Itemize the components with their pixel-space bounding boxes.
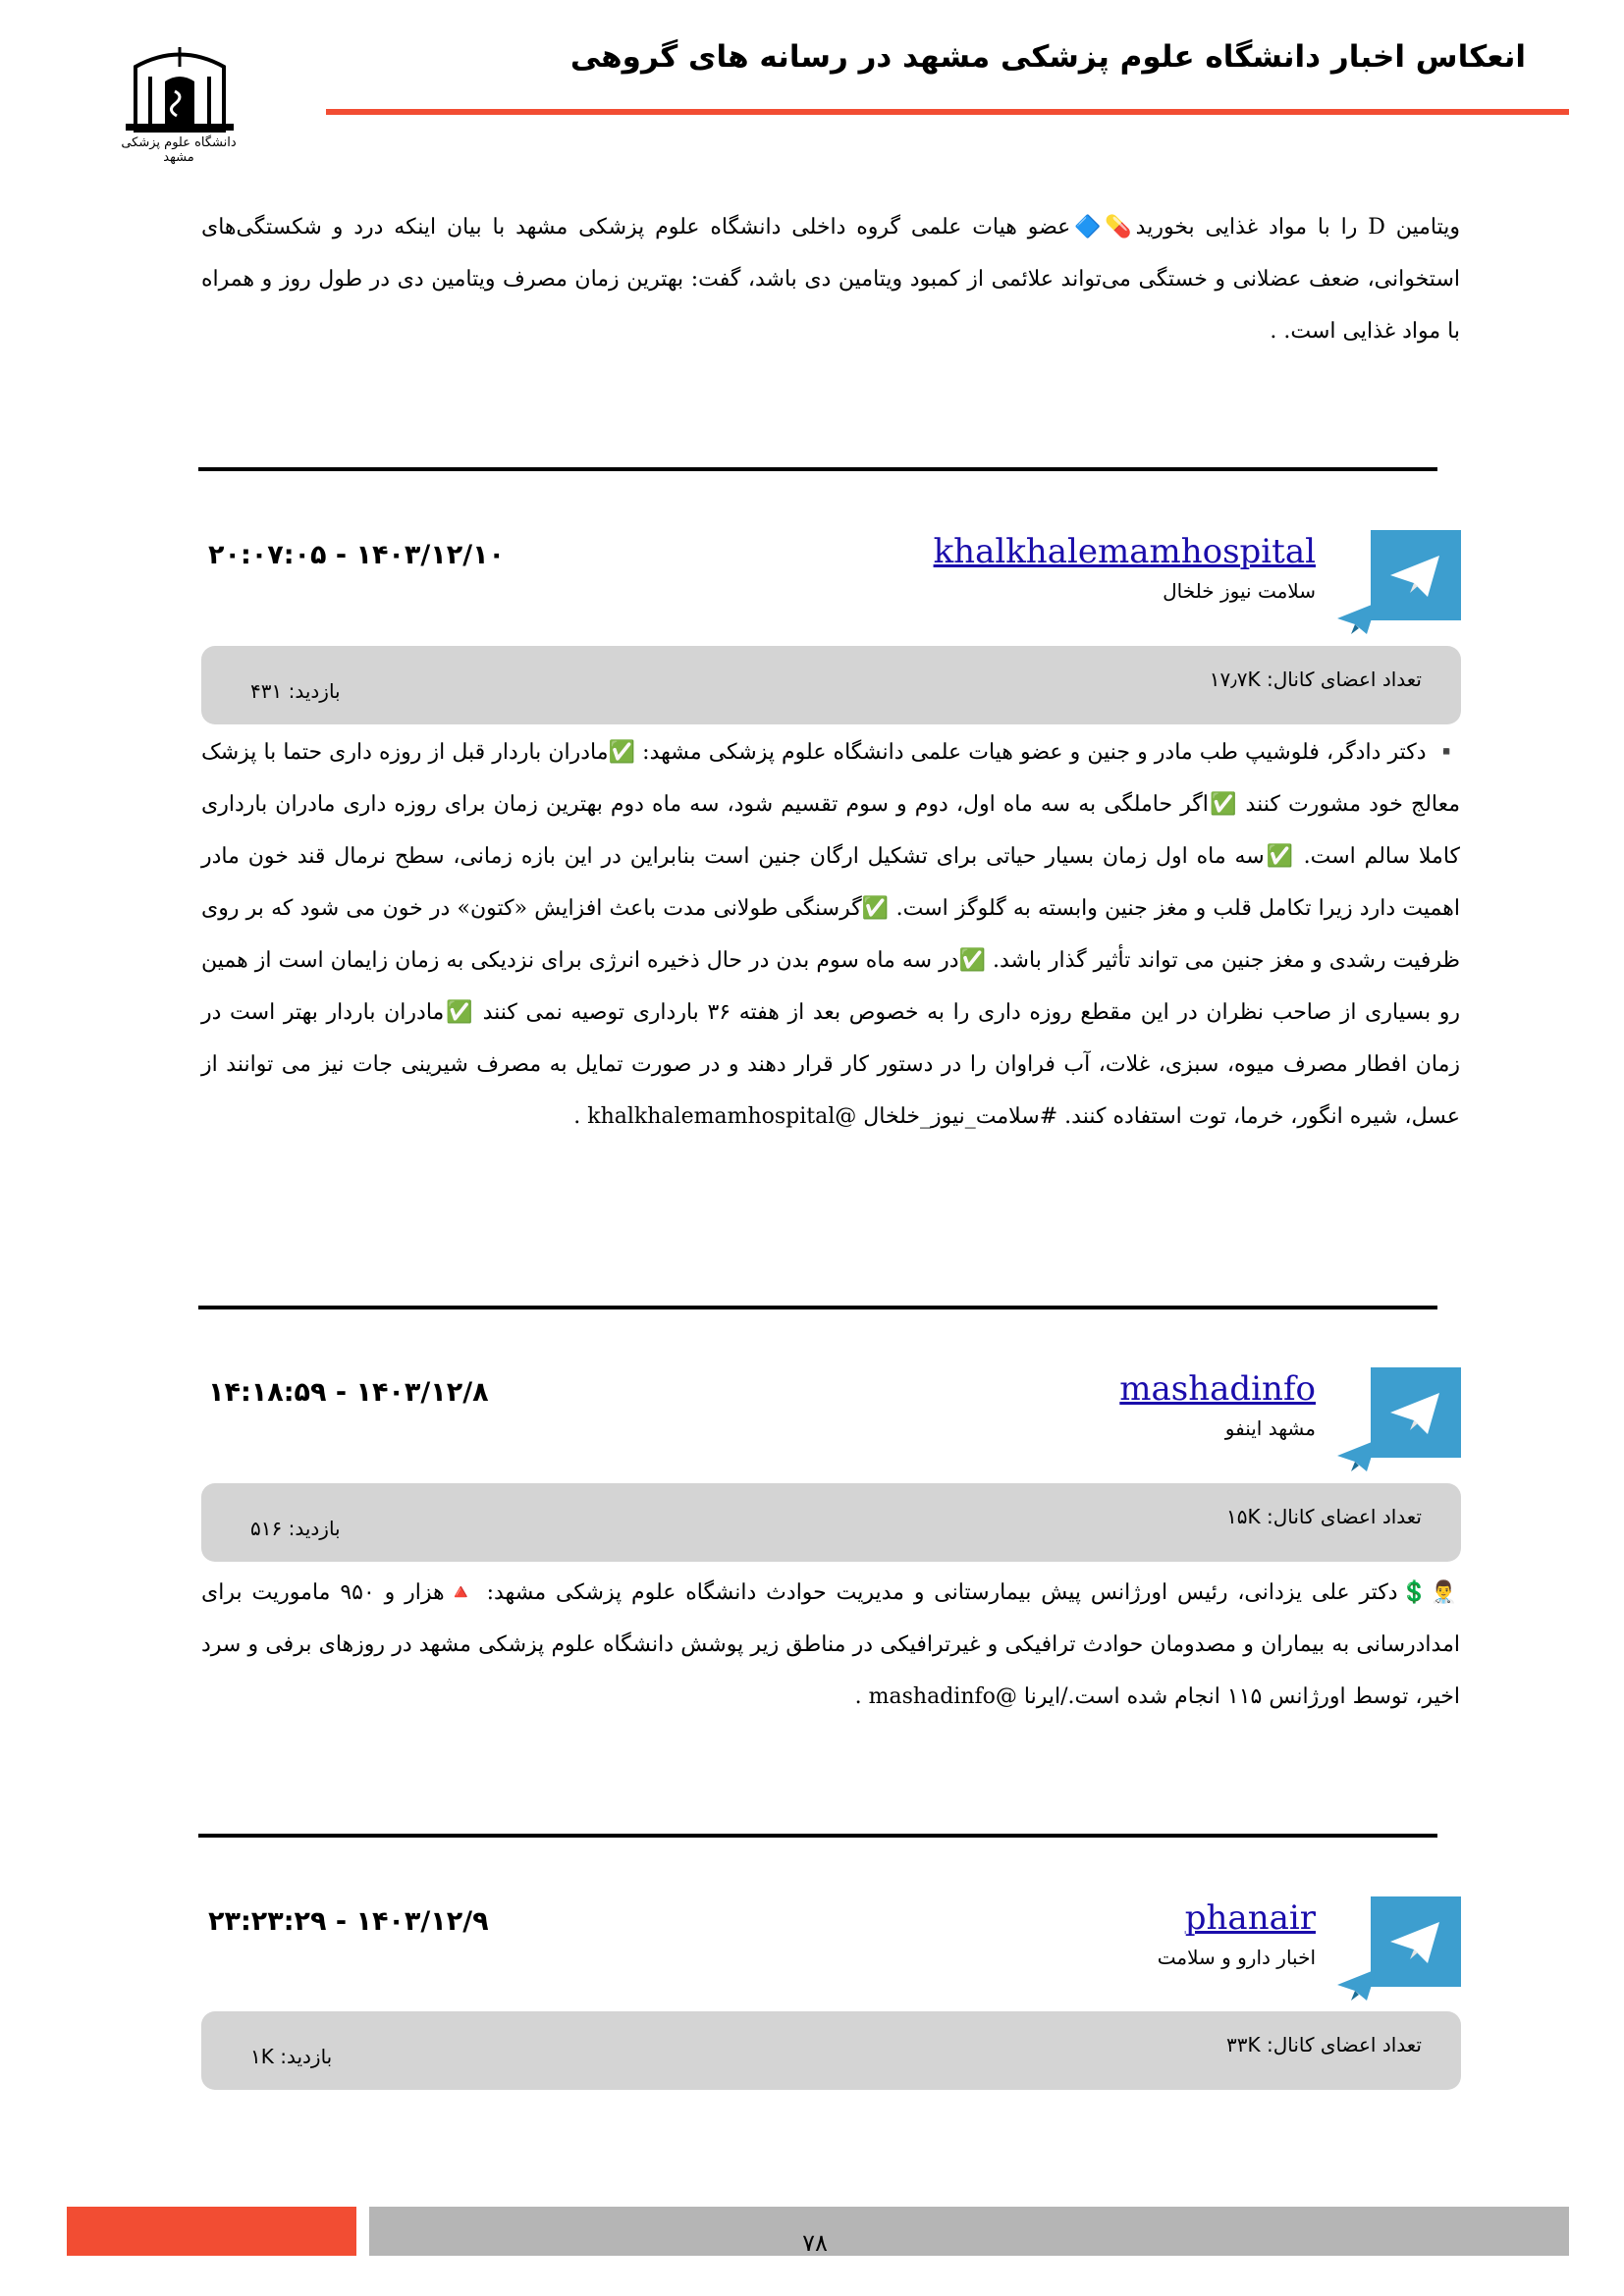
post-datetime: ۲۳:۲۳:۲۹ - ۱۴۰۳/۱۲/۹ bbox=[208, 1906, 489, 1937]
views-count: بازدید: ۵۱۶ bbox=[250, 1517, 341, 1540]
page-number: ۷۸ bbox=[802, 2229, 828, 2257]
channel-link[interactable]: phanair bbox=[1184, 1898, 1316, 1938]
stats-bar bbox=[201, 1483, 1461, 1562]
members-count: تعداد اعضای کانال: ۳۳K bbox=[1226, 2033, 1422, 2056]
telegram-icon bbox=[1371, 1896, 1461, 1987]
channel-name: اخبار دارو و سلامت bbox=[1157, 1946, 1316, 1969]
channel-link[interactable]: khalkhalemamhospital bbox=[933, 532, 1316, 571]
intro-text: ویتامین D را با مواد غذایی بخورید💊🔷عضو هیات علمی گروه داخلی دانشگاه علوم پزشکی مشهد با بیان اینکه درد و شکستگی‌های استخوانی، ضعف عضلانی و خستگی می‌تواند علائمی از کمبود ویتامین دی باشد، گفت: بهترین زمان مصرف ویتامین دی در طول روز و همراه با مواد غذایی است. . bbox=[201, 215, 1460, 344]
header-divider bbox=[326, 109, 1569, 115]
views-count: بازدید: ۱K bbox=[250, 2045, 333, 2068]
members-count: تعداد اعضای کانال: ۱۷٫۷K bbox=[1209, 667, 1422, 691]
intro-paragraph bbox=[201, 201, 1460, 357]
telegram-small-icon bbox=[1335, 1965, 1379, 2004]
channel-name: مشهد اینفو bbox=[1224, 1416, 1316, 1440]
post-body bbox=[201, 726, 1460, 1143]
footer-accent-bar bbox=[67, 2207, 356, 2256]
views-count: بازدید: ۴۳۱ bbox=[250, 679, 341, 703]
post-card bbox=[0, 1367, 1624, 1485]
post-text: ▪️ دکتر دادگر، فلوشیپ طب مادر و جنین و عضو هیات علمی دانشگاه علوم پزشکی مشهد: ✅مادران باردار قبل از روزه داری حتما با پزشک معالج خود مشورت کنند ✅اگر حاملگی به سه ماه اول، دوم و سوم تقسیم شود، سه ماه دوم بهترین زمان برای روزه داری مادران بارداری کاملا سالم است. ✅سه ماه اول زمان بسیار حیاتی برای تشکیل ارگان جنین است بنابراین در این بازه زمانی، سطح نرمال قند خون مادر اهمیت دارد زیرا تکامل قلب و مغز جنین وابسته به گلوگز است. ✅گرسنگی طولانی مدت باعث افزایش «کتون» در خون می شود که بر روی ظرفیت رشدی و مغز جنین می تواند تأثیر گذار باشد. ✅در سه ماه سوم بدن در حال ذخیره انرژی برای نزدیکی به زمان زایمان است از همین رو بسیاری از صاحب نظران در این مقطع روزه داری را به خصوص بعد از هفته ۳۶ بارداری توصیه نمی کنند ✅مادران باردار بهتر است در زمان افطار مصرف میوه، سبزی، غلات، آب فراوان را در دستور کار قرار دهند و در صورت تمایل به مصرف شیرینی جات نیز می توانند از عسل، شیره انگور، خرما، توت استفاده کنند. #سلامت_نیوز_خلخال @khalkhalemamhospital . bbox=[201, 740, 1460, 1129]
telegram-icon bbox=[1371, 1367, 1461, 1458]
section-divider bbox=[198, 1834, 1437, 1838]
telegram-icon bbox=[1371, 530, 1461, 620]
post-text: 👨‍⚕️💲دکتر علی یزدانی، رئیس اورژانس پیش بیمارستانی و مدیریت حوادث دانشگاه علوم پزشکی مشهد: 🔺هزار و ۹۵۰ ماموریت برای امدادرسانی به بیماران و مصدومان حوادث ترافیکی و غیرترافیکی در مناطق زیر پوشش دانشگاه علوم پزشکی مشهد در روزهای برفی و سرد اخیر، توسط اورژانس ۱۱۵ انجام شده است./ایرنا @mashadinfo . bbox=[201, 1580, 1460, 1709]
telegram-small-icon bbox=[1335, 599, 1379, 638]
stats-bar bbox=[201, 646, 1461, 724]
logo-caption: دانشگاه علوم پزشکی مشهد bbox=[121, 135, 237, 165]
telegram-small-icon bbox=[1335, 1436, 1379, 1475]
channel-name: سلامت نیوز خلخال bbox=[1163, 579, 1316, 603]
post-datetime: ۲۰:۰۷:۰۵ - ۱۴۰۳/۱۲/۱۰ bbox=[208, 540, 506, 570]
channel-link[interactable]: mashadinfo bbox=[1119, 1369, 1316, 1409]
section-divider bbox=[198, 1306, 1437, 1309]
stats-bar bbox=[201, 2011, 1461, 2090]
members-count: تعداد اعضای کانال: ۱۵K bbox=[1226, 1505, 1422, 1528]
post-datetime: ۱۴:۱۸:۵۹ - ۱۴۰۳/۱۲/۸ bbox=[208, 1377, 489, 1408]
page-title: انعکاس اخبار دانشگاه علوم پزشکی مشهد در رسانه های گروهی bbox=[569, 39, 1526, 75]
footer-gray-bar bbox=[369, 2207, 1569, 2256]
section-divider bbox=[198, 467, 1437, 471]
post-card bbox=[0, 1896, 1624, 2014]
post-body bbox=[201, 1567, 1460, 1723]
post-card bbox=[0, 530, 1624, 648]
